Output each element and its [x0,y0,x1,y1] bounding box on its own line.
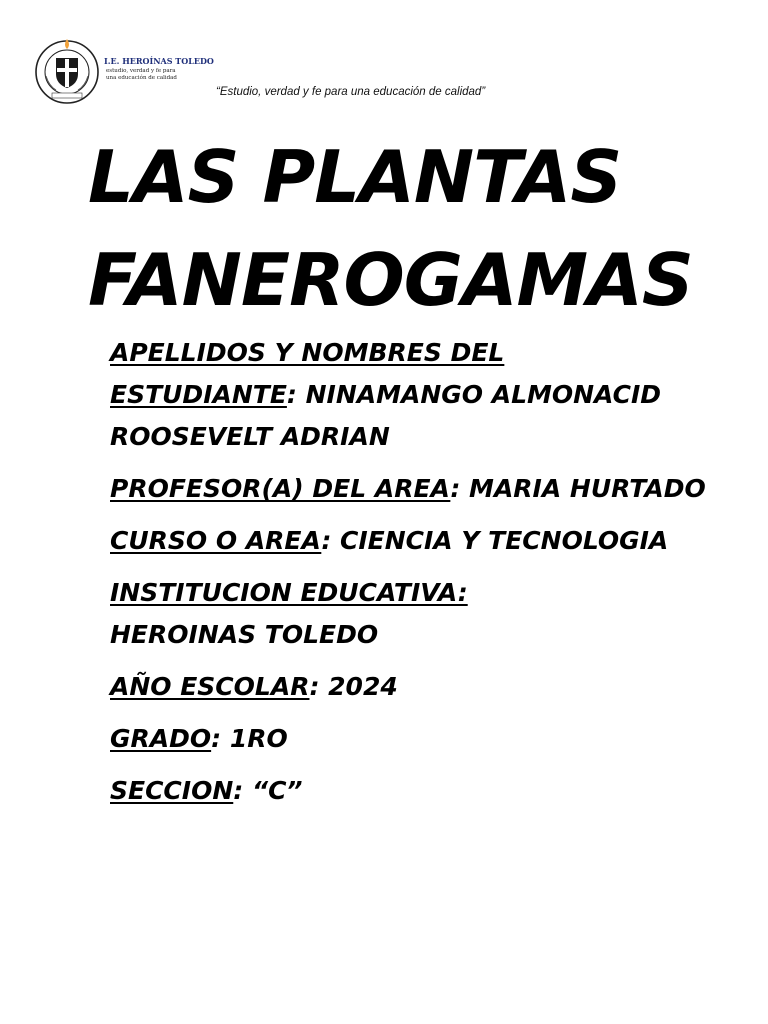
institution-label: INSTITUCION EDUCATIVA: [110,578,468,607]
school-header [32,36,214,106]
course-label: CURSO O AREA [110,526,322,555]
student-label-line-1: APELLIDOS Y NOMBRES DEL [110,338,505,367]
motto: “Estudio, verdad y fe para una educación de calidad” [216,86,486,98]
title-line-2: FANEROGAMAS [88,238,693,322]
student-value: : NINAMANGO ALMONACID ROOSEVELT ADRIAN [110,380,662,451]
school-seal-icon [32,36,102,106]
student-info [110,332,710,822]
section-label: SECCION [110,776,234,805]
grade-row [110,718,710,760]
teacher-value: : MARIA HURTADO [450,474,706,503]
teacher-label: PROFESOR(A) DEL AREA [110,474,451,503]
student-row [110,332,710,458]
page-title [88,126,693,332]
course-value: : CIENCIA Y TECNOLOGIA [321,526,669,555]
student-label-line-2: ESTUDIANTE [110,380,287,409]
course-row [110,520,710,562]
year-label: AÑO ESCOLAR [110,672,310,701]
school-subtitle: estudio, verdad y fe para una educación de calidad [106,68,177,81]
grade-label: GRADO [110,724,212,753]
school-name: I.E. HEROÍNAS TOLEDO [104,56,214,66]
institution-value: HEROINAS TOLEDO [110,620,379,649]
teacher-row [110,468,710,510]
year-value: : 2024 [309,672,398,701]
section-value: : “C” [233,776,303,805]
institution-row [110,572,710,656]
section-row [110,770,710,812]
title-line-1: LAS PLANTAS [88,135,622,219]
grade-value: : 1RO [211,724,288,753]
year-row [110,666,710,708]
